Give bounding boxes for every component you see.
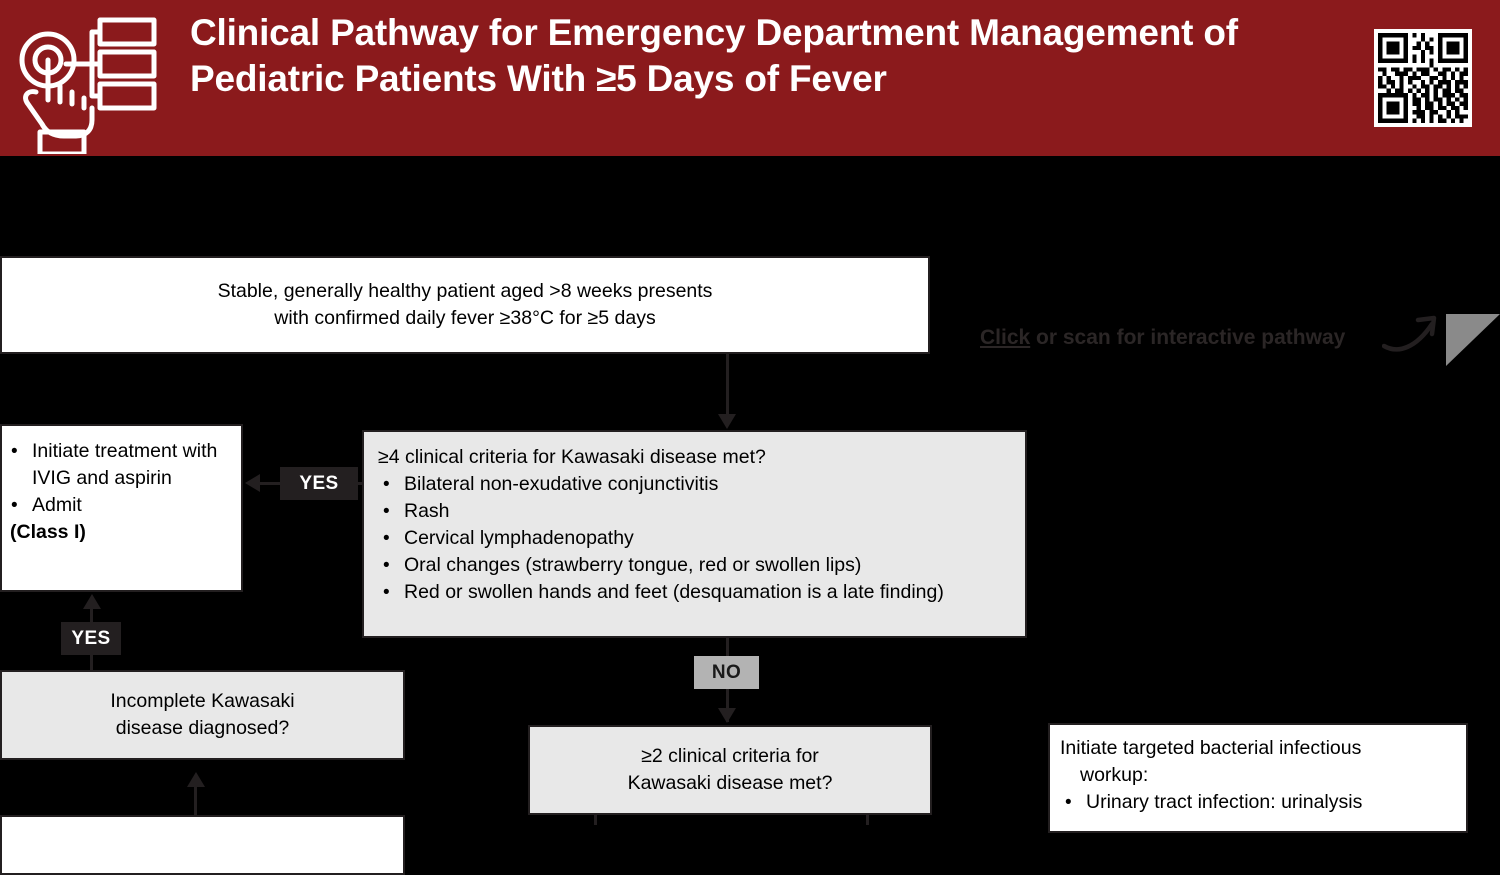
kawasaki-2-criteria-line2: Kawasaki disease met? bbox=[627, 772, 833, 794]
incomplete-kawasaki-line1: Incomplete Kawasaki bbox=[110, 690, 295, 712]
page-title: Clinical Pathway for Emergency Department Management of Pediatric Patients With ≥5 Days of Fever bbox=[190, 12, 1238, 99]
bacterial-workup-list bbox=[1060, 789, 1458, 816]
bacterial-workup-node bbox=[1048, 723, 1468, 833]
yes-badge-incomplete: YES bbox=[61, 622, 121, 655]
kawasaki-4-criteria-list bbox=[378, 471, 1011, 606]
connector-criteria4-to-treatment-arrowhead bbox=[245, 474, 260, 492]
connector-start-to-criteria4-arrowhead bbox=[718, 414, 736, 429]
list-item: • Bilateral non-exudative conjunctivitis bbox=[378, 471, 1011, 498]
incomplete-kawasaki-node bbox=[0, 670, 405, 760]
qr-code[interactable] bbox=[1374, 29, 1472, 127]
no-badge-criteria4: NO bbox=[694, 656, 759, 689]
connector-start-to-criteria4 bbox=[726, 354, 729, 416]
yes-badge-criteria4: YES bbox=[280, 467, 358, 500]
list-item: • Red or swollen hands and feet (desquamation is a late finding) bbox=[378, 579, 1011, 606]
header-bar bbox=[0, 0, 1500, 156]
start-node bbox=[0, 256, 930, 354]
click-link[interactable]: Click bbox=[980, 326, 1031, 349]
connector-criteria4-to-criteria2-arrowhead bbox=[718, 708, 736, 723]
corner-fold-triangle bbox=[1446, 314, 1500, 366]
start-node-line2: with confirmed daily fever ≥38°C for ≥5 days bbox=[274, 307, 656, 329]
list-item: • Oral changes (strawberry tongue, red or swollen lips) bbox=[378, 552, 1011, 579]
bacterial-workup-line1: Initiate targeted bacterial infectious bbox=[1060, 737, 1362, 759]
scan-banner-text[interactable] bbox=[980, 326, 1345, 350]
connector-lower-to-incomplete-arrowhead bbox=[187, 772, 205, 787]
connector-criteria2-left-branch bbox=[594, 815, 597, 825]
curved-arrow-icon bbox=[1382, 314, 1452, 358]
offscreen-lower-left-node bbox=[0, 815, 405, 875]
scan-banner-rest: or scan for interactive pathway bbox=[1030, 326, 1346, 349]
kawasaki-4-criteria-question: ≥4 clinical criteria for Kawasaki disease met? bbox=[378, 446, 766, 468]
kawasaki-4-criteria-node bbox=[362, 430, 1027, 638]
treatment-node-list bbox=[6, 438, 231, 519]
list-item: • Urinary tract infection: urinalysis bbox=[1060, 789, 1458, 816]
connector-incomplete-to-treatment-arrowhead bbox=[83, 594, 101, 609]
treatment-node bbox=[0, 424, 243, 592]
list-item: • Cervical lymphadenopathy bbox=[378, 525, 1011, 552]
start-node-line1: Stable, generally healthy patient aged >8 weeks presents bbox=[217, 280, 713, 302]
incomplete-kawasaki-line2: disease diagnosed? bbox=[115, 717, 290, 739]
list-item: • Admit bbox=[6, 492, 231, 519]
list-item: • Initiate treatment with IVIG and aspirin bbox=[6, 438, 231, 492]
treatment-node-class: (Class I) bbox=[10, 521, 86, 543]
list-item: • Rash bbox=[378, 498, 1011, 525]
connector-criteria2-right-branch bbox=[866, 815, 869, 825]
kawasaki-2-criteria-line1: ≥2 clinical criteria for bbox=[641, 745, 819, 767]
bacterial-workup-line2: workup: bbox=[1080, 764, 1149, 786]
kawasaki-2-criteria-node bbox=[528, 725, 932, 815]
hand-click-flowchart-icon bbox=[14, 12, 162, 154]
